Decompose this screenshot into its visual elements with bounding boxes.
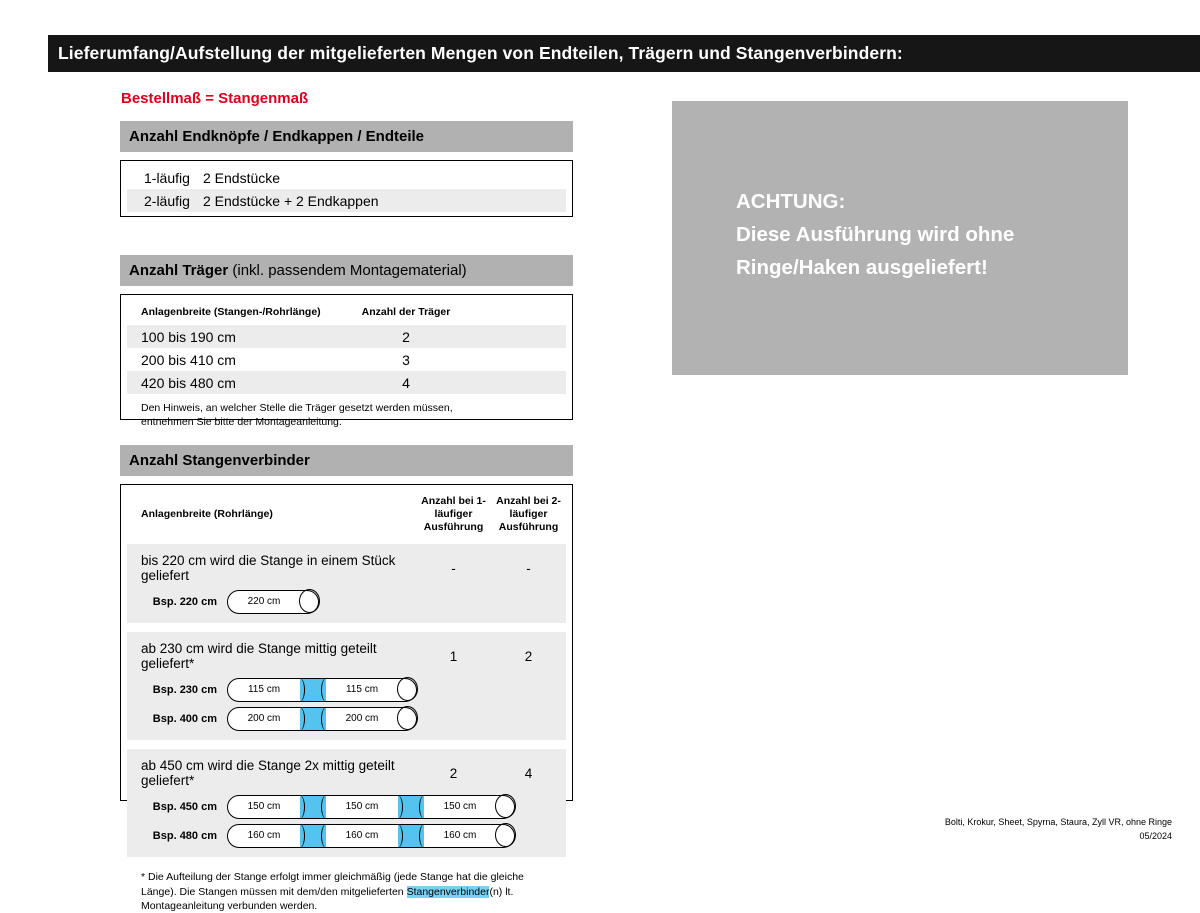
page-title: Lieferumfang/Aufstellung der mitgelieferten Mengen von Endteilen, Trägern und Stangenverbindern: [58, 43, 903, 63]
footer-product-list: Bolti, Krokur, Sheet, Spyrna, Staura, Zyll VR, ohne Ringe [944, 817, 1172, 827]
group-description-row [127, 637, 566, 675]
rod-segment-label: 220 cm [247, 596, 281, 608]
row-value: 2 [402, 328, 410, 345]
rod-segment-label: 160 cm [345, 830, 379, 842]
footnote-text-post: (n) lt. Montageanleitung verbunden werden. [141, 885, 514, 912]
section-header-traeger-bold: Anzahl Träger [129, 262, 229, 279]
traeger-table-header [127, 295, 566, 325]
rod-connector-icon [300, 708, 326, 730]
section-header-endteile [120, 121, 573, 152]
table-row [127, 348, 566, 371]
column-header-1-laeufig: Anzahl bei 1-läufiger Ausführung [421, 495, 486, 534]
count-2-laeufig: - [526, 560, 531, 576]
verbinder-table [120, 484, 573, 912]
rod-example [127, 704, 566, 733]
footer-date: 05/2024 [1139, 830, 1172, 841]
group-description: bis 220 cm wird die Stange in einem Stück geliefert [141, 553, 396, 584]
count-1-laeufig: 1 [449, 648, 458, 664]
achtung-line-2: Diese Ausführung wird ohne [736, 223, 1015, 247]
count-2-laeufig: 2 [524, 648, 533, 664]
rod-example-label: Bsp. 450 cm [152, 800, 217, 813]
rod-end-cap-icon [299, 589, 320, 613]
section-header-traeger-label [129, 262, 467, 279]
row-label: 100 bis 190 cm [141, 328, 236, 345]
rod-illustration [227, 707, 417, 731]
rod-segment-label: 150 cm [345, 801, 379, 813]
row-label: 1-läufig [144, 169, 190, 186]
section-header-verbinder [120, 445, 573, 476]
group-description: ab 450 cm wird die Stange 2x mittig geteilt geliefert* [141, 758, 395, 789]
section-header-endteile-label: Anzahl Endknöpfe / Endkappen / Endteile [129, 128, 425, 145]
rod-segment-label: 200 cm [345, 713, 379, 725]
section-header-traeger-rest: (inkl. passendem Montagematerial) [228, 262, 467, 279]
achtung-box [672, 101, 1128, 375]
table-row [127, 371, 566, 394]
page-header-bar [48, 35, 1200, 72]
document-footer [945, 816, 1172, 844]
count-2-laeufig: 4 [524, 765, 533, 781]
row-value: 2 Endstücke + 2 Endkappen [203, 192, 379, 209]
rod-illustration [227, 590, 319, 614]
traeger-note: Den Hinweis, an welcher Stelle die Träger gesetzt werden müssen, entnehmen Sie bitte der Montageanleitung. [141, 402, 453, 428]
order-measure-note: Bestellmaß = Stangenmaß [121, 90, 309, 107]
rod-example [127, 587, 566, 616]
rod-segment-label: 150 cm [443, 801, 477, 813]
rod-example [127, 675, 566, 704]
row-value: 3 [402, 351, 410, 368]
footnote-highlight: Stangenverbinder [406, 885, 490, 898]
rod-segment-label: 150 cm [247, 801, 281, 813]
rod-end-cap-icon [495, 794, 516, 818]
rod-segment-label: 115 cm [345, 684, 379, 696]
rod-example-label: Bsp. 220 cm [152, 595, 217, 608]
verbinder-table-header [127, 485, 566, 544]
rod-end-cap-icon [397, 706, 418, 730]
endteile-table [120, 160, 573, 217]
table-row [127, 189, 566, 212]
verbinder-group-bis-220 [127, 544, 566, 623]
footnote-text-pre: * Die Aufteilung der Stange erfolgt immer gleichmäßig (jede Stange hat die gleiche Länge). Die Stangen müssen mit dem/den mitgelieferten [141, 871, 524, 898]
verbinder-group-ab-230 [127, 632, 566, 740]
count-1-laeufig: - [451, 560, 456, 576]
achtung-line-1: ACHTUNG: [736, 190, 846, 213]
column-header-rohrlaenge: Anlagenbreite (Rohrlänge) [141, 508, 273, 521]
rod-example [127, 821, 566, 850]
section-header-traeger [120, 255, 573, 286]
rod-connector-icon [398, 825, 424, 847]
verbinder-footnote [127, 866, 566, 913]
row-value: 4 [402, 374, 410, 391]
rod-connector-icon [398, 796, 424, 818]
rod-segment-label: 160 cm [443, 830, 477, 842]
column-header-anzahl-traeger: Anzahl der Träger [361, 306, 451, 318]
rod-illustration [227, 824, 515, 848]
rod-example-label: Bsp. 400 cm [152, 712, 217, 725]
rod-segment-label: 160 cm [247, 830, 281, 842]
column-header-2-laeufig: Anzahl bei 2-läufiger Ausführung [496, 495, 561, 534]
rod-segment-label: 115 cm [247, 684, 281, 696]
rod-illustration [227, 795, 515, 819]
rod-example-label: Bsp. 230 cm [152, 683, 217, 696]
group-description: ab 230 cm wird die Stange mittig geteilt geliefert* [141, 641, 377, 672]
row-value: 2 Endstücke [203, 169, 281, 186]
traeger-table [120, 294, 573, 428]
rod-example [127, 792, 566, 821]
rod-connector-icon [300, 825, 326, 847]
row-label: 200 bis 410 cm [141, 351, 236, 368]
verbinder-group-ab-450 [127, 749, 566, 857]
rod-end-cap-icon [495, 823, 516, 847]
group-description-row [127, 754, 566, 792]
rod-connector-icon [300, 796, 326, 818]
section-header-verbinder-label: Anzahl Stangenverbinder [129, 452, 310, 469]
column-header-anlagenbreite: Anlagenbreite (Stangen-/Rohrlänge) [141, 306, 321, 318]
rod-segment-label: 200 cm [247, 713, 281, 725]
group-description-row [127, 549, 566, 587]
achtung-line-3: Ringe/Haken ausgeliefert! [736, 256, 988, 280]
row-label: 2-läufig [144, 192, 190, 209]
count-1-laeufig: 2 [449, 765, 458, 781]
table-row [127, 325, 566, 348]
rod-end-cap-icon [397, 677, 418, 701]
table-row [127, 166, 566, 189]
rod-example-label: Bsp. 480 cm [152, 829, 217, 842]
row-label: 420 bis 480 cm [141, 374, 236, 391]
rod-illustration [227, 678, 417, 702]
rod-connector-icon [300, 679, 326, 701]
